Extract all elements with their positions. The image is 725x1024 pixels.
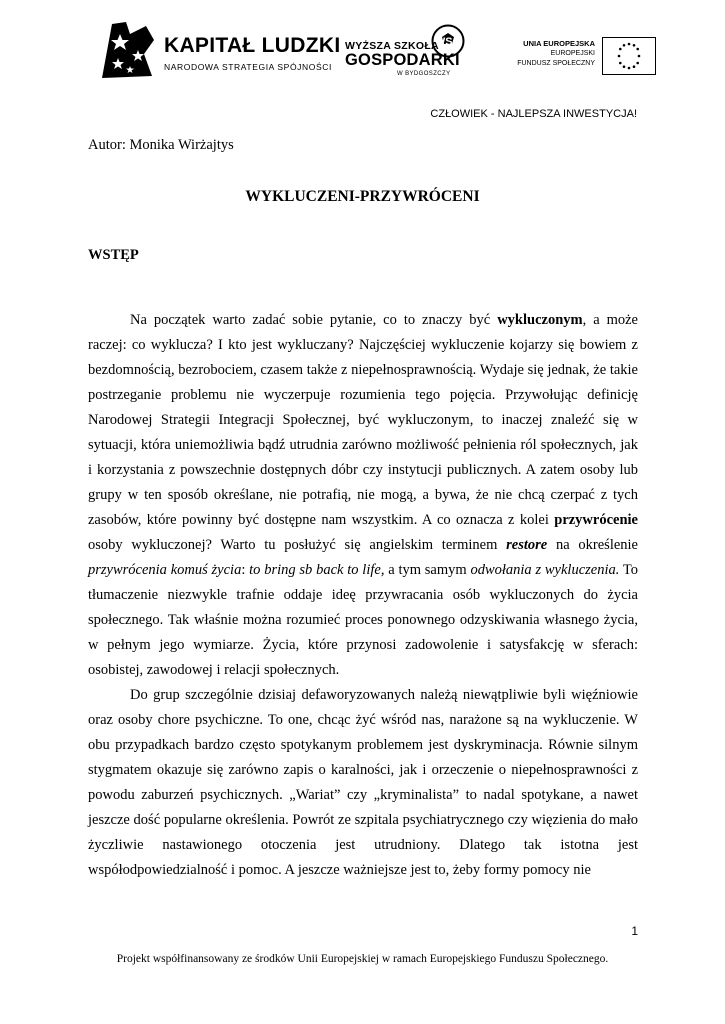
kapital-ludzki-logo [100,20,341,82]
wsg-line-2: GOSPODARKI [345,51,460,69]
eu-logo [510,37,655,77]
p1-italic-3: odwołania z wykluczenia. [470,562,620,578]
p1-italic-1: przywrócenia komuś życia [88,562,242,578]
wsg-line-1: WYŻSZA SZKOŁA [345,40,439,52]
p1-bold-wykluczonym: wykluczonym [497,312,583,328]
wsg-badge-text: WSG [434,36,462,48]
eu-text [517,39,595,69]
p1-text-5: : [241,562,250,578]
kapital-ludzki-emblem-icon [100,20,158,82]
author-line: Autor: Monika Wirżajtys [88,137,234,153]
p1-text-2: , a może raczej: co wyklucza? I kto jest wykluczany? Najczęściej wykluczenie kojarzy się bowiem z bezdomnością, bezrobociem, czasem także z niepełnosprawnością. Wydaje się jednak, że takie postrzeganie problemu nie wyczerpuje rozumienia tego pojęcia. Przywołując definicję Narodowej Strategii Integracji Społecznej, być wykluczonym, to inaczej znaleźć się w sytuacji, która uniemożliwia bądź utrudnia zarówno możliwość pełnienia ról społecznych, jak i korzystania z powszechnie dostępnych dóbr czy instytucji publicznych. A zatem osoby lub grupy w ten sposób określane, nie potrafią, nie mogą, a bywa, że nie chcą czerpać z tych zasobów, które powinny być dostępne nam wszystkim. A co oznacza z kolei [88,312,638,528]
eu-line-1: UNIA EUROPEJSKA [523,39,595,48]
p1-bold-przywrocenie: przywrócenie [554,512,638,528]
header-motto: CZŁOWIEK - NAJLEPSZA INWESTYCJA! [430,108,637,120]
wsg-line-3: W BYDGOSZCZY [397,71,451,77]
p1-text-3: osoby wykluczonej? Warto tu posłużyć się angielskim terminem [88,537,507,553]
eu-line-3: FUNDUSZ SPOŁECZNY [517,60,595,67]
paragraph-1 [88,308,638,683]
kapital-ludzki-subtitle: NARODOWA STRATEGIA SPÓJNOŚCI [164,62,332,72]
p1-text-6: a tym samym [384,562,471,578]
p2-text: Do grup szczególnie dzisiaj defaworyzowanych należą niewątpliwie byli więźniowie oraz osoby chore psychiczne. To one, chcąc żyć wśród nas, narażone są na wykluczenie. W obu przypadkach bardzo często spotykanym problemem jest dyskryminacja. Równie silnym stygmatem okazuje się zarówno zapis o karalności, jak i orzeczenie o niepełnosprawności z powodu zaburzeń psychicznych. „Wariat” czy „kryminalista” to nadal spotykane, a nawet jeszcze dość popularne określenia. Powrót ze szpitala psychiatrycznego czy więzienia do mało życzliwie nastawionego otoczenia jest utrudniony. Dlatego tak istotna jest współodpowiedzialność i pomoc. A jeszcze ważniejsze jest to, żeby formy pomocy nie [88,687,638,878]
p1-italic-2: to bring sb back to life, [249,562,385,578]
p1-text-4: na określenie [547,537,638,553]
p1-text-7: To tłumaczenie niezwykle trafnie oddaje ideę przywracania osób wykluczonych do życia społecznego. Tak właśnie można rozumieć proces ponownego odzyskiwania własnego życia, w pełnym jego wymiarze. Życia, które przynosi zadowolenie i satysfakcję w sferach: osobistej, zawodowej i relacji społecznych. [88,562,638,678]
eu-flag-icon [602,37,656,75]
kapital-ludzki-title: KAPITAŁ LUDZKI [164,34,341,57]
page-number: 1 [631,924,638,938]
wsg-logo [345,24,475,84]
p1-bold-italic-restore: restore [506,537,548,553]
footer-note: Projekt współfinansowany ze środków Unii Europejskiej w ramach Europejskiego Funduszu Społecznego. [116,953,609,965]
document-title: WYKLUCZENI-PRZYWRÓCENI [245,188,480,205]
section-heading: WSTĘP [88,247,139,263]
eu-line-2: EUROPEJSKI [550,50,595,57]
paragraph-2 [88,683,638,883]
p1-text-1: Na początek warto zadać sobie pytanie, co to znaczy być [130,312,498,328]
